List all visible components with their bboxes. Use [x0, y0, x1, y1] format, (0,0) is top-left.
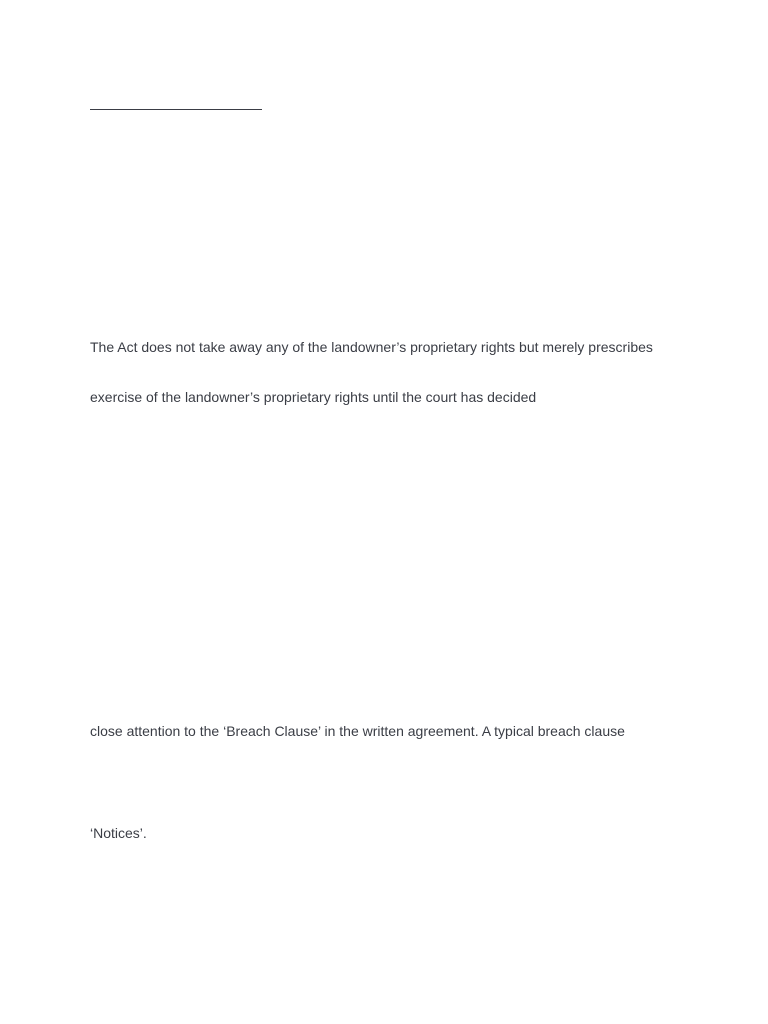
text-line: exercise of the landowner’s proprietary rights until the court has decided	[90, 389, 537, 405]
text-line: ‘Notices’.	[90, 825, 147, 841]
horizontal-rule	[90, 109, 262, 110]
text-line: The Act does not take away any of the landowner’s proprietary rights but merely prescribes	[90, 339, 653, 355]
text-line: close attention to the ‘Breach Clause’ in the written agreement. A typical breach clause	[90, 723, 625, 739]
